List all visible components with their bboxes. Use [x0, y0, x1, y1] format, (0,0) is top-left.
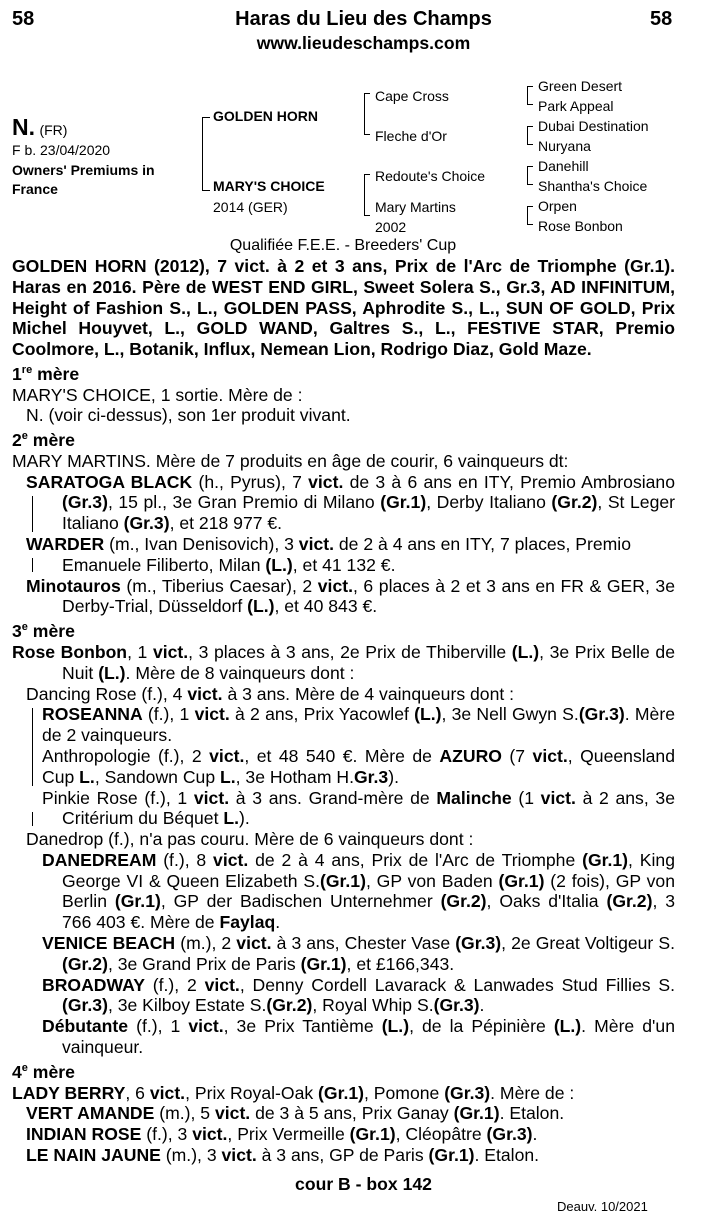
- section-fourth-dam: 4e mère: [12, 1061, 75, 1082]
- qualification-line: Qualifiée F.E.E. - Breeders' Cup: [229, 237, 457, 254]
- produce-indian-rose: INDIAN ROSE (f.), 3 vict., Prix Vermeille (Gr.1), Cléopâtre (Gr.3).: [26, 1124, 538, 1145]
- produce-le-nain-jaune: LE NAIN JAUNE (m.), 3 vict. à 3 ans, GP de Paris (Gr.1). Etalon.: [26, 1144, 540, 1165]
- pedigree-bracket-dd: [527, 206, 533, 225]
- section-first-dam: 1re mère: [12, 363, 80, 384]
- produce-roseanna: ROSEANNA (f.), 1 vict. à 2 ans, Prix Yacowlef (L.), 3e Nell Gwyn S.(Gr.3). Mère de 2 vainqueurs.: [42, 704, 675, 746]
- pedigree-description: [12, 256, 675, 1166]
- pedigree-dd: Mary Martins: [375, 199, 456, 215]
- produce-danedrop: Danedrop (f.), n'a pas couru. Mère de 6 vainqueurs dont :: [26, 829, 474, 850]
- produce-pinkie-rose: Pinkie Rose (f.), 1 vict. à 3 ans. Grand-mère de Malinche (1 vict. à 2 ans, 3e Critérium du Béquet L.).: [12, 788, 675, 830]
- second-dam-entry: MARY MARTINS. Mère de 7 produits en âge de courir, 6 vainqueurs dt:: [12, 450, 569, 471]
- pedigree-dam-year: 2014 (GER): [213, 199, 288, 215]
- produce-danedream: DANEDREAM (f.), 8 vict. de 2 à 4 ans, Prix de l'Arc de Triomphe (Gr.1), King George VI & Queen Elizabeth S.(Gr.1), GP von Baden (Gr.1) (2 fois), GP von Berlin (Gr.1), GP der Badischen Unternehmer (Gr.2), Oaks d'Italia (Gr.2), 3 766 403 €. Mère de Faylaq.: [42, 849, 676, 933]
- section-third-dam: 3e mère: [12, 621, 75, 642]
- website-link[interactable]: www.lieudeschamps.com: [256, 33, 471, 53]
- pedigree-sire: GOLDEN HORN: [213, 108, 318, 124]
- produce-vert-amande: VERT AMANDE (m.), 5 vict. de 3 à 5 ans, Prix Ganay (Gr.1). Etalon.: [26, 1103, 565, 1124]
- pedigree-sdd: Nuryana: [538, 138, 591, 154]
- sale-date: Deauv. 10/2021: [557, 1199, 648, 1214]
- page-number-right: 58: [650, 8, 673, 30]
- pedigree-dd-year: 2002: [375, 219, 407, 235]
- horse-country: (FR): [39, 122, 68, 138]
- horse-details: F b. 23/04/2020: [12, 142, 111, 158]
- produce-anthropologie: Anthropologie (f.), 2 vict., et 48 540 €. Mère de AZURO (7 vict., Queensland Cup L., Sandown Cup L., 3e Hotham H.Gr.3).: [42, 745, 675, 787]
- pedigree-dam: MARY'S CHOICE: [213, 178, 325, 194]
- produce-dancing-rose: Dancing Rose (f.), 4 vict. à 3 ans. Mère de 4 vainqueurs dont :: [26, 683, 515, 704]
- dam-entry: MARY'S CHOICE, 1 sortie. Mère de :: [12, 384, 303, 405]
- produce-debutante: Débutante (f.), 1 vict., 3e Prix Tantième (L.), de la Pépinière (L.). Mère d'un vainqueur.: [42, 1016, 675, 1058]
- page-number-left: 58: [12, 8, 35, 30]
- pedigree-bracket-dam: [364, 174, 370, 216]
- pedigree-dds: Orpen: [538, 198, 577, 214]
- produce-saratoga-black: SARATOGA BLACK (h., Pyrus), 7 vict. de 3 à 6 ans en ITY, Premio Ambrosiano (Gr.3), 15 pl., 3e Gran Premio di Milano (Gr.1), Derby Italiano (Gr.2), St Leger Italiano (Gr.3), et 218 977 €.: [26, 471, 676, 534]
- produce-minotauros: Minotauros (m., Tiberius Caesar), 2 vict., 6 places à 2 et 3 ans en FR & GER, 3e Derby-Trial, Düsseldorf (L.), et 40 843 €.: [26, 575, 675, 617]
- pedigree-dss: Danehill: [538, 158, 589, 174]
- fourth-dam-entry: LADY BERRY, 6 vict., Prix Royal-Oak (Gr.1), Pomone (Gr.3). Mère de :: [12, 1082, 575, 1103]
- pedigree-bracket-ds: [527, 166, 533, 185]
- produce-venice-beach: VENICE BEACH (m.), 2 vict. à 3 ans, Chester Vase (Gr.3), 2e Great Voltigeur S.(Gr.2), 3e Grand Prix de Paris (Gr.1), et £166,343.: [42, 933, 675, 974]
- pedigree-bracket-sd: [527, 126, 533, 145]
- pedigree-dsd: Shantha's Choice: [538, 178, 648, 194]
- horse-name: N.: [12, 114, 35, 140]
- produce-broadway: BROADWAY (f.), 2 vict., Denny Cordell Lavarack & Lanwades Stud Fillies S.(Gr.3), 3e Kilboy Estate S.(Gr.2), Royal Whip S.(Gr.3).: [42, 974, 675, 1016]
- pedigree-ssd: Park Appeal: [538, 98, 614, 114]
- pedigree-ds: Redoute's Choice: [375, 168, 486, 184]
- sire-summary: GOLDEN HORN (2012), 7 vict. à 2 et 3 ans, Prix de l'Arc de Triomphe (Gr.1). Haras en 2016. Père de WEST END GIRL, Sweet Solera S., Gr.3, AD INFINITUM, Height of Fashion S., L., GOLDEN PASS, Aphrodite S., L., SUN OF GOLD, Prix Michel Houyvet, L., GOLD WAND, Galtres S., L., FESTIVE STAR, Premio Coolmore, L., Botanik, Influx, Nemean Lion, Rodrigo Diaz, Gold Maze.: [12, 256, 675, 360]
- dancing-rose-produce: [12, 704, 675, 787]
- section-second-dam: 2e mère: [12, 430, 75, 451]
- pedigree-bracket-sire: [364, 93, 370, 135]
- pedigree-sss: Green Desert: [538, 78, 623, 94]
- pedigree-sd: Fleche d'Or: [375, 128, 447, 144]
- third-dam-entry: Rose Bonbon, 1 vict., 3 places à 3 ans, 2e Prix de Thiberville (L.), 3e Prix Belle de Nuit (L.). Mère de 8 vainqueurs dont :: [12, 641, 675, 683]
- premiums-line-2: France: [12, 181, 58, 197]
- pedigree-ddd: Rose Bonbon: [538, 218, 623, 234]
- premiums-line-1: Owners' Premiums in: [12, 162, 155, 178]
- produce-warder: WARDER (m., Ivan Denisovich), 3 vict. de 2 à 4 ans en ITY, 7 places, Premio Emanuele Filiberto, Milan (L.), et 41 132 €.: [26, 534, 631, 575]
- horse-name-line: [12, 114, 67, 141]
- page-title: Haras du Lieu des Champs: [235, 8, 492, 30]
- pedigree-ss: Cape Cross: [375, 88, 449, 104]
- produce-entry: N. (voir ci-dessus), son 1er produit vivant.: [26, 405, 351, 426]
- pedigree-bracket-ss: [527, 86, 533, 105]
- pedigree-bracket-main: [202, 117, 210, 191]
- pedigree-sds: Dubai Destination: [538, 118, 649, 134]
- stable-location: cour B - box 142: [295, 1174, 432, 1194]
